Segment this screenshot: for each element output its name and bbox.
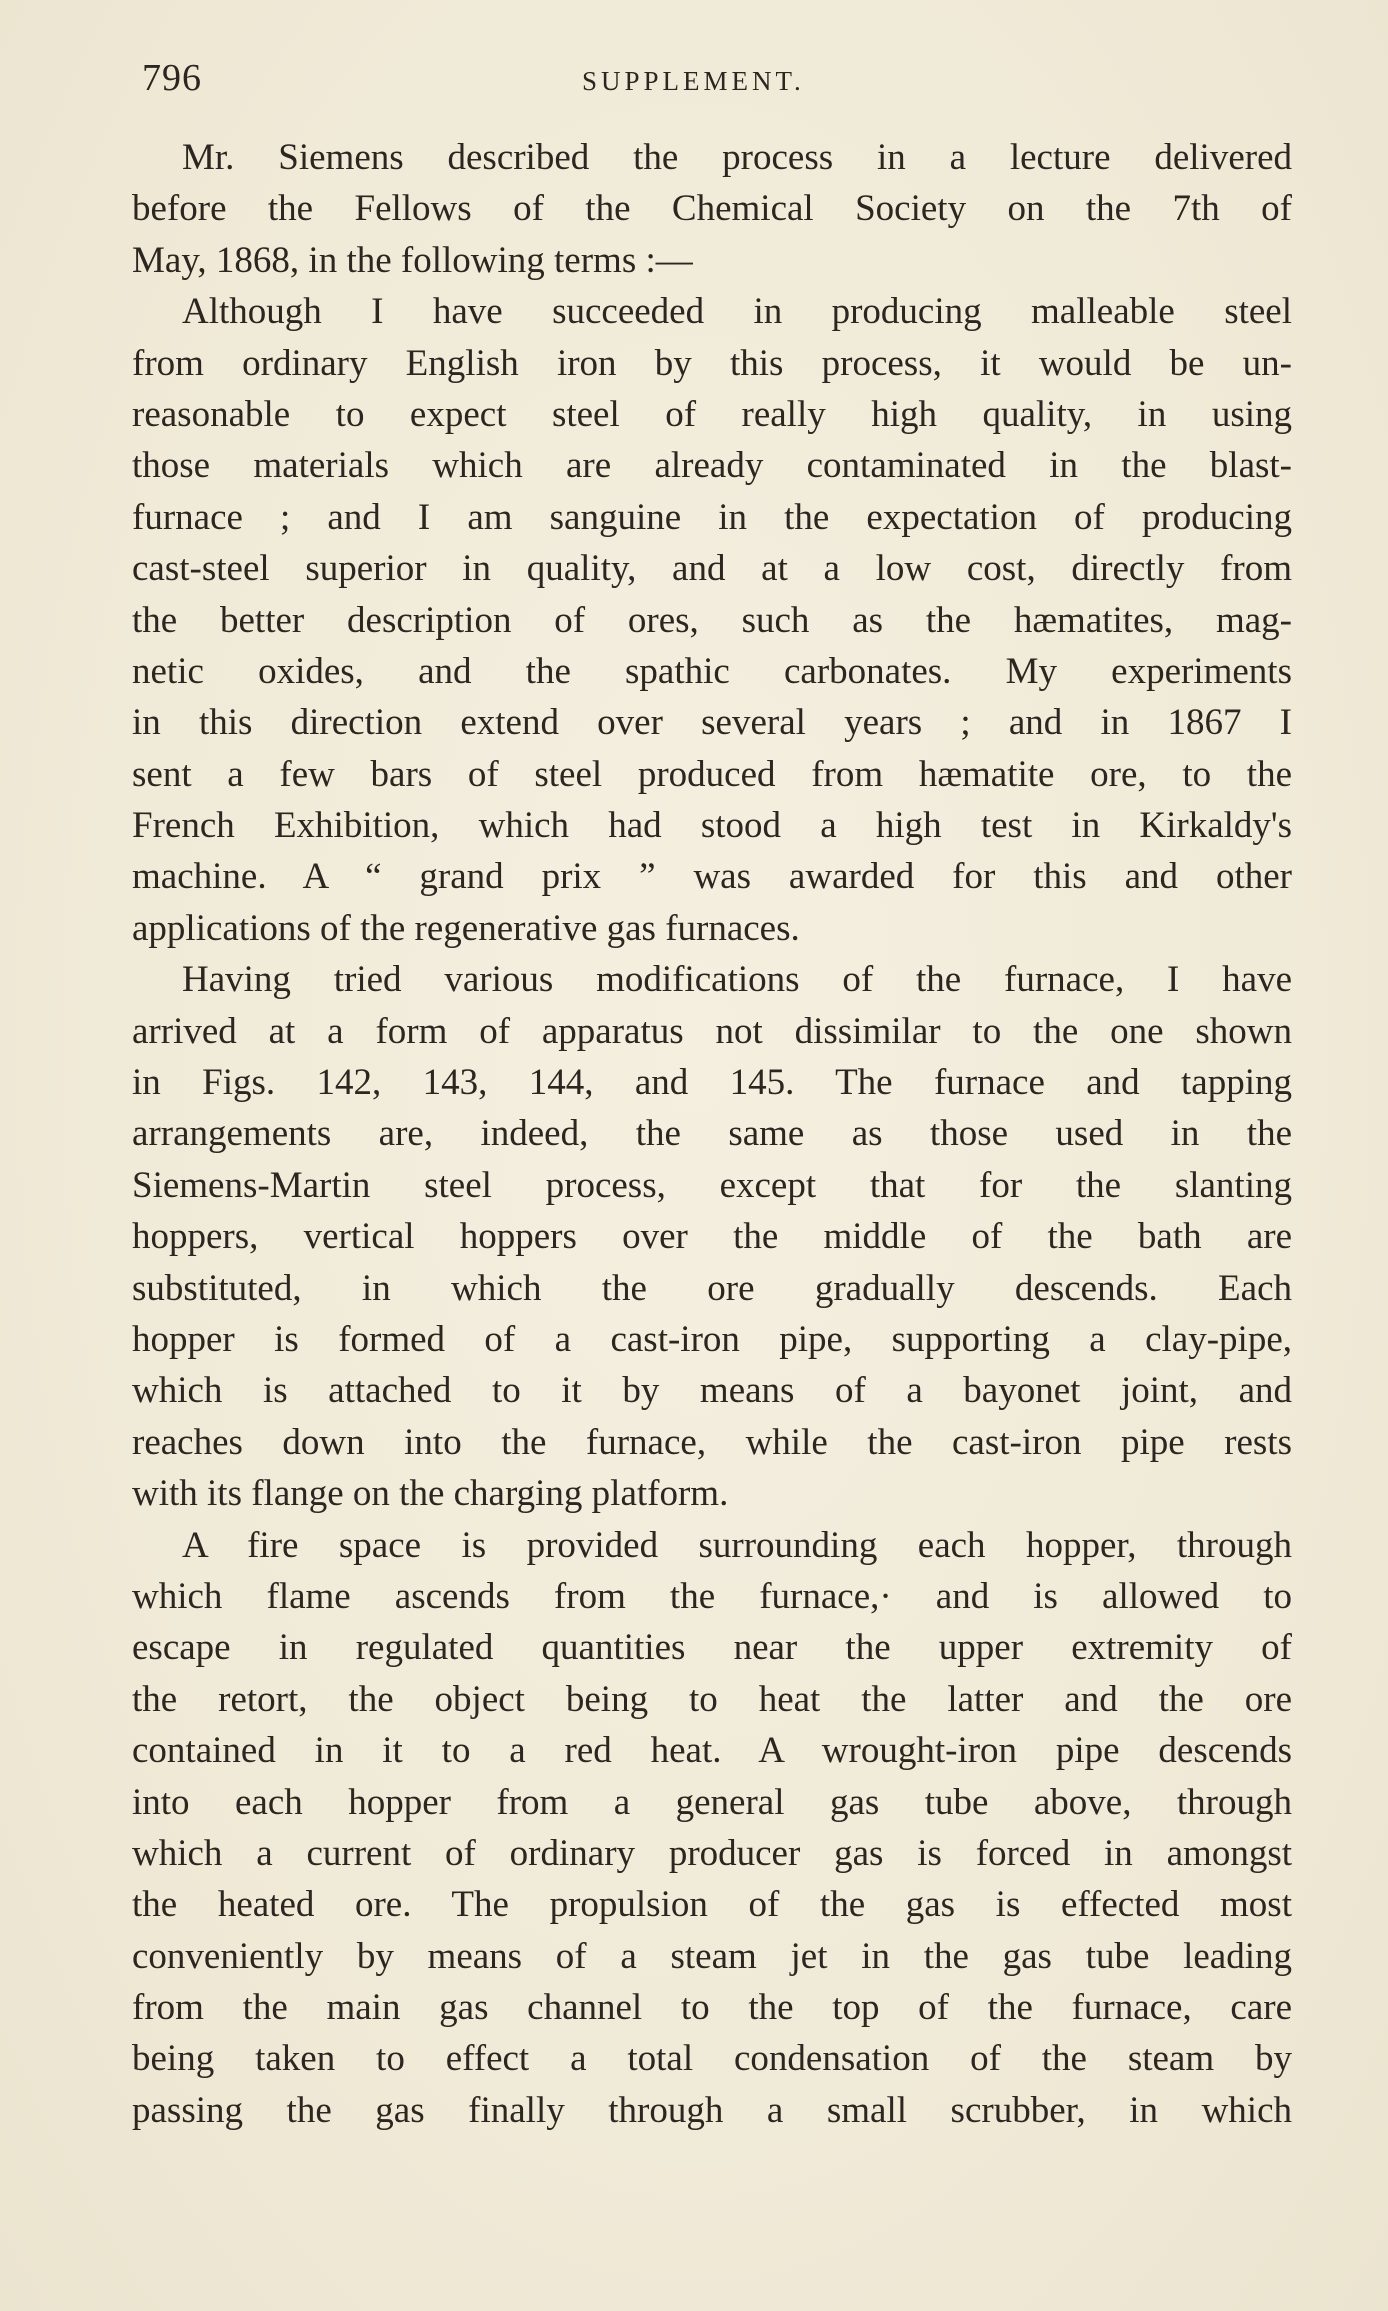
text-line: substituted, in which the ore gradually descends. Each: [132, 1267, 1292, 1309]
text-line: hoppers, vertical hoppers over the middle of the bath are: [132, 1216, 1292, 1258]
text-line: escape in regulated quantities near the upper extremity of: [132, 1627, 1292, 1669]
text-line: the heated ore. The propulsion of the gas is effected most: [132, 1884, 1292, 1926]
text-line: Siemens-Martin steel process, except that for the slanting: [132, 1164, 1292, 1206]
text-line: cast-steel superior in quality, and at a low cost, directly from: [132, 548, 1292, 590]
paragraph-2: [132, 286, 1292, 954]
text-line: with its flange on the charging platform.: [132, 1473, 729, 1515]
text-line: French Exhibition, which had stood a high test in Kirkaldy's: [132, 805, 1292, 847]
text-line: Mr. Siemens described the process in a lecture delivered: [182, 137, 1292, 178]
text-line: Although I have succeeded in producing malleable steel: [182, 291, 1292, 333]
text-line: into each hopper from a general gas tube above, through: [132, 1781, 1292, 1823]
text-line: contained in it to a red heat. A wrought-iron pipe descends: [132, 1730, 1292, 1772]
paragraph-4: [132, 1520, 1292, 2137]
paragraph-3: [132, 954, 1292, 1519]
text-line: arrived at a form of apparatus not dissimilar to the one shown: [132, 1010, 1292, 1052]
text-line: sent a few bars of steel produced from hæmatite ore, to the: [132, 753, 1292, 795]
page-number: 796: [142, 57, 202, 99]
text-line: which flame ascends from the furnace,· and is allowed to: [132, 1575, 1292, 1617]
text-line: passing the gas finally through a small scrubber, in which: [132, 2089, 1292, 2131]
paragraph-1: [132, 132, 1292, 286]
running-title: SUPPLEMENT.: [582, 66, 805, 96]
text-line: before the Fellows of the Chemical Society on the 7th of: [132, 188, 1292, 230]
text-line: arrangements are, indeed, the same as those used in the: [132, 1113, 1292, 1155]
text-line: which a current of ordinary producer gas is forced in amongst: [132, 1832, 1292, 1874]
text-line: May, 1868, in the following terms :—: [132, 239, 693, 281]
text-line: netic oxides, and the spathic carbonates. My experiments: [132, 650, 1292, 692]
text-line: in this direction extend over several years ; and in 1867 I: [132, 702, 1292, 744]
text-line: machine. A “ grand prix ” was awarded for this and other: [132, 856, 1292, 898]
running-head: [142, 56, 1292, 106]
text-line: furnace ; and I am sanguine in the expectation of producing: [132, 496, 1292, 538]
text-line: reaches down into the furnace, while the cast-iron pipe rests: [132, 1421, 1292, 1463]
text-line: in Figs. 142, 143, 144, and 145. The furnace and tapping: [132, 1062, 1292, 1104]
text-line: those materials which are already contaminated in the blast-: [132, 445, 1292, 487]
text-line: from ordinary English iron by this process, it would be un-: [132, 342, 1292, 384]
text-line: the retort, the object being to heat the latter and the ore: [132, 1678, 1292, 1720]
text-line: applications of the regenerative gas furnaces.: [132, 907, 800, 949]
text-line: A fire space is provided surrounding each hopper, through: [182, 1524, 1292, 1566]
text-line: which is attached to it by means of a bayonet joint, and: [132, 1370, 1292, 1412]
text-line: being taken to effect a total condensation of the steam by: [132, 2038, 1292, 2080]
text-line: reasonable to expect steel of really high quality, in using: [132, 393, 1292, 435]
body-text: [132, 132, 1292, 2136]
text-line: conveniently by means of a steam jet in the gas tube leading: [132, 1935, 1292, 1977]
text-line: the better description of ores, such as the hæmatites, mag-: [132, 599, 1292, 641]
text-line: from the main gas channel to the top of the furnace, care: [132, 1987, 1292, 2029]
text-line: hopper is formed of a cast-iron pipe, supporting a clay-pipe,: [132, 1318, 1292, 1360]
text-line: Having tried various modifications of the furnace, I have: [182, 959, 1292, 1001]
